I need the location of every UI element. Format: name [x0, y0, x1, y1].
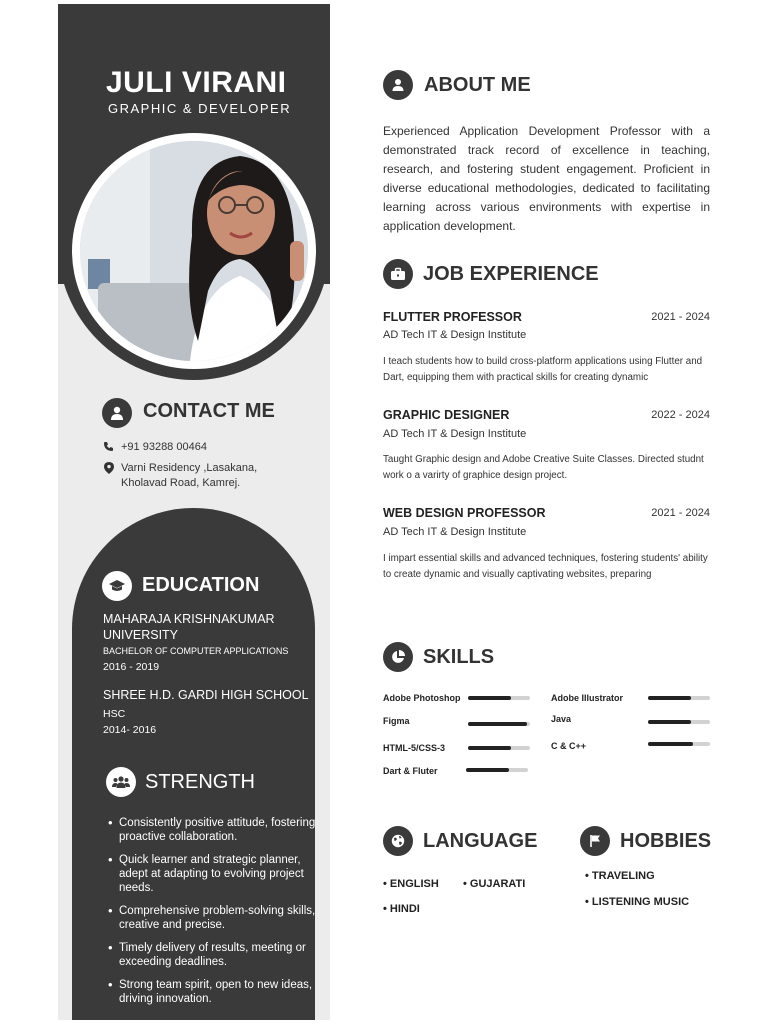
- skill-fill: [648, 742, 693, 746]
- about-text: Experienced Application Development Professor with a demonstrated track record of excellence in teaching, research, and fostering student engagement. Proficient in diverse educational methodologies, dedicated to facilitating learning across various environments with expertise in application development.: [383, 124, 710, 233]
- list-item: • Quick learner and strategic planner, adept at adapting to evolving project needs.: [108, 853, 318, 895]
- skill-bar-dart-flutter: [466, 768, 528, 772]
- language-item-gujarati: • GUJARATI: [463, 878, 526, 890]
- graduation-cap-icon: [102, 571, 132, 601]
- hobby-label: LISTENING MUSIC: [591, 896, 690, 908]
- skill-fill: [468, 696, 511, 700]
- skill-fill: [648, 696, 691, 700]
- skill-fill: [468, 746, 511, 750]
- skill-fill: [648, 720, 691, 724]
- job-2-title: GRAPHIC DESIGNER: [383, 408, 510, 422]
- location-pin-icon: [104, 462, 114, 477]
- list-item: • Comprehensive problem-solving skills, creative and precise.: [108, 904, 318, 932]
- phone-icon: [103, 441, 114, 455]
- language-label: HINDI: [389, 903, 420, 915]
- list-item: • Timely delivery of results, meeting or exceeding deadlines.: [108, 941, 318, 969]
- job-2-desc: Taught Graphic design and Adobe Creative Suite Classes. Directed studnt work o a varirty of graphice design project.: [383, 454, 704, 481]
- list-item: • Consistently positive attitude, fostering proactive collaboration.: [108, 816, 318, 844]
- edu-years-1: 2016 - 2019: [103, 661, 160, 673]
- edu-school-2: SHREE H.D. GARDI HIGH SCHOOL: [103, 688, 309, 702]
- skill-label-java: Java: [551, 714, 572, 724]
- skill-fill: [466, 768, 509, 772]
- edu-years-2: 2014- 2016: [103, 724, 157, 736]
- language-item-hindi: • HINDI: [383, 903, 420, 915]
- job-2-years: 2022 - 2024: [651, 409, 710, 421]
- job-3-years: 2021 - 2024: [651, 507, 710, 519]
- contact-address-line2: Kholavad Road, Kamrej.: [121, 477, 241, 489]
- strength-list: [108, 816, 318, 1015]
- skill-label-c-cpp: C & C++: [551, 741, 587, 751]
- skill-bar-photoshop: [468, 696, 530, 700]
- contact-icon: [102, 398, 132, 428]
- about-title: ABOUT ME: [424, 74, 531, 96]
- job-3-title: WEB DESIGN PROFESSOR: [383, 506, 546, 520]
- hobby-item-traveling: • TRAVELING: [585, 870, 655, 882]
- skill-bar-figma: [468, 722, 530, 726]
- skill-label-html-css: HTML-5/CSS-3: [383, 743, 446, 753]
- hobby-label: TRAVELING: [591, 870, 655, 882]
- language-label: ENGLISH: [389, 878, 439, 890]
- skill-label-illustrator: Adobe Illustrator: [551, 693, 624, 703]
- skill-fill: [468, 722, 527, 726]
- job-2-org: AD Tech IT & Design Institute: [383, 428, 527, 440]
- contact-address-line1: Varni Residency ,Lasakana,: [121, 462, 258, 474]
- education-title: EDUCATION: [142, 574, 260, 596]
- language-item-english: • ENGLISH: [383, 878, 439, 890]
- job-3-desc: I impart essential skills and advanced techniques, fostering students' ability to create dynamic and visually captivating websites, preparing: [383, 553, 708, 580]
- candidate-name: JULI VIRANI: [106, 66, 287, 99]
- strength-title: STRENGTH: [145, 771, 255, 793]
- experience-title: JOB EXPERIENCE: [423, 263, 599, 285]
- globe-icon: [383, 826, 413, 856]
- language-label: GUJARATI: [469, 878, 526, 890]
- profile-photo: [80, 141, 308, 361]
- contact-phone: +91 93288 00464: [121, 441, 207, 453]
- edu-school-1-line1: MAHARAJA KRISHNAKUMAR: [103, 612, 275, 626]
- edu-degree-1: BACHELOR OF COMPUTER APPLICATIONS: [103, 646, 289, 656]
- about-user-icon: [383, 70, 413, 100]
- job-1-title: FLUTTER PROFESSOR: [383, 310, 522, 324]
- job-1-desc: I teach students how to build cross-platform applications using Flutter and Dart, equipping them with practical skills for creating dynamic: [383, 356, 703, 383]
- pie-chart-icon: [383, 642, 413, 672]
- flag-icon: [580, 826, 610, 856]
- skills-title: SKILLS: [423, 646, 495, 668]
- skill-label-figma: Figma: [383, 716, 410, 726]
- candidate-role: GRAPHIC & DEVELOPER: [108, 101, 292, 116]
- job-1-org: AD Tech IT & Design Institute: [383, 329, 527, 341]
- hobbies-title: HOBBIES: [620, 830, 712, 852]
- list-item: • Strong team spirit, open to new ideas, driving innovation.: [108, 978, 318, 1006]
- job-3-org: AD Tech IT & Design Institute: [383, 526, 527, 538]
- edu-school-1-line2: UNIVERSITY: [103, 628, 179, 642]
- hobby-item-music: • LISTENING MUSIC: [585, 896, 690, 908]
- skill-bar-c-cpp: [648, 742, 710, 746]
- skill-bar-java: [648, 720, 710, 724]
- skill-label-photoshop: Adobe Photoshop: [383, 693, 461, 703]
- job-1-years: 2021 - 2024: [651, 311, 710, 323]
- language-title: LANGUAGE: [423, 830, 538, 852]
- skill-bar-illustrator: [648, 696, 710, 700]
- briefcase-icon: [383, 259, 413, 289]
- skill-bar-html-css: [468, 746, 530, 750]
- users-group-icon: [106, 767, 136, 797]
- contact-title: CONTACT ME: [143, 400, 275, 422]
- skill-label-dart-flutter: Dart & Fluter: [383, 766, 438, 776]
- edu-degree-2: HSC: [103, 708, 126, 720]
